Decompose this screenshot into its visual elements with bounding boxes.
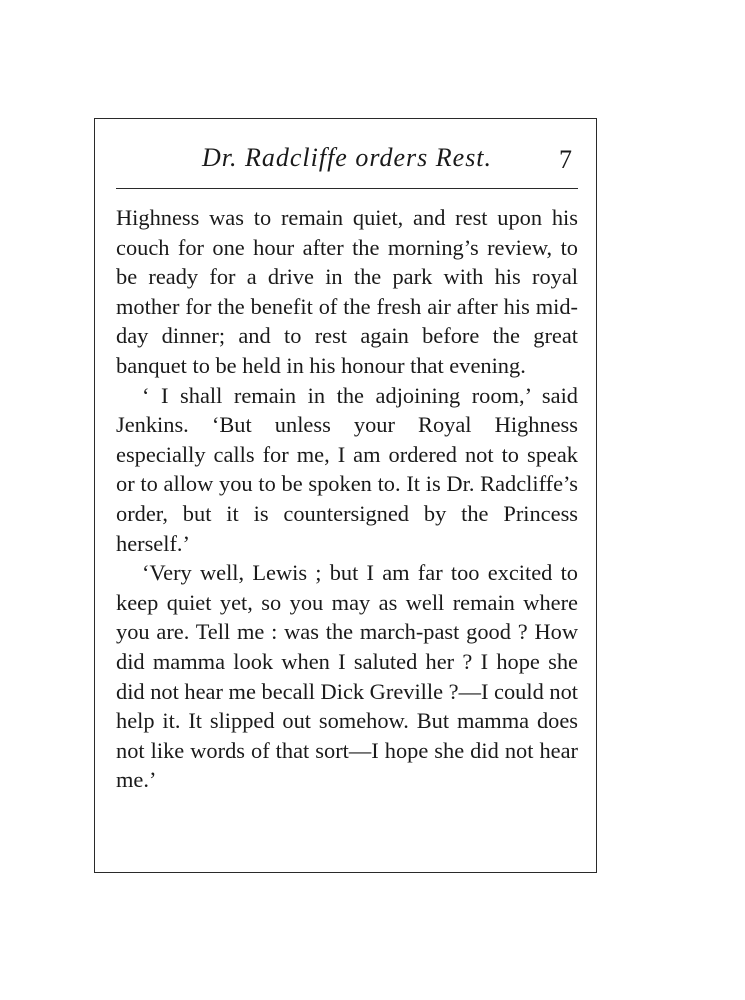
paragraph-continuation: Highness was to remain quiet, and rest upon his couch for one hour after the morning’s review, to be ready for a drive in the park with his royal mother for the benefit of the fresh air after his mid-day dinner; and to rest again before the great banquet to be held in his honour that evening. xyxy=(116,205,578,378)
paragraph-prince-reply: ‘Very well, Lewis ; but I am far too excited to keep quiet yet, so you may as well remain where you are. Tell me : was the march-past good ? How did mamma look when I saluted her ? I hope she did not hear me becall Dick Greville ?—I could not help it. It slipped out somehow. But mamma does not like words of that sort—I hope she did not hear me.’ xyxy=(116,560,578,793)
running-title: Dr. Radcliffe orders Rest. xyxy=(201,143,493,172)
paragraph-jenkins-reply: ‘ I shall remain in the adjoining room,’ said Jenkins. ‘But unless your Royal Highness especially calls for me, I am ordered not to speak or to allow you to be spoken to. It is Dr. Radcliffe’s order, but it is countersigned by the Princess herself.’ xyxy=(116,382,578,556)
page-number: 7 xyxy=(559,145,572,174)
running-head xyxy=(116,143,578,183)
body-text xyxy=(116,203,578,795)
header-rule xyxy=(116,188,578,189)
